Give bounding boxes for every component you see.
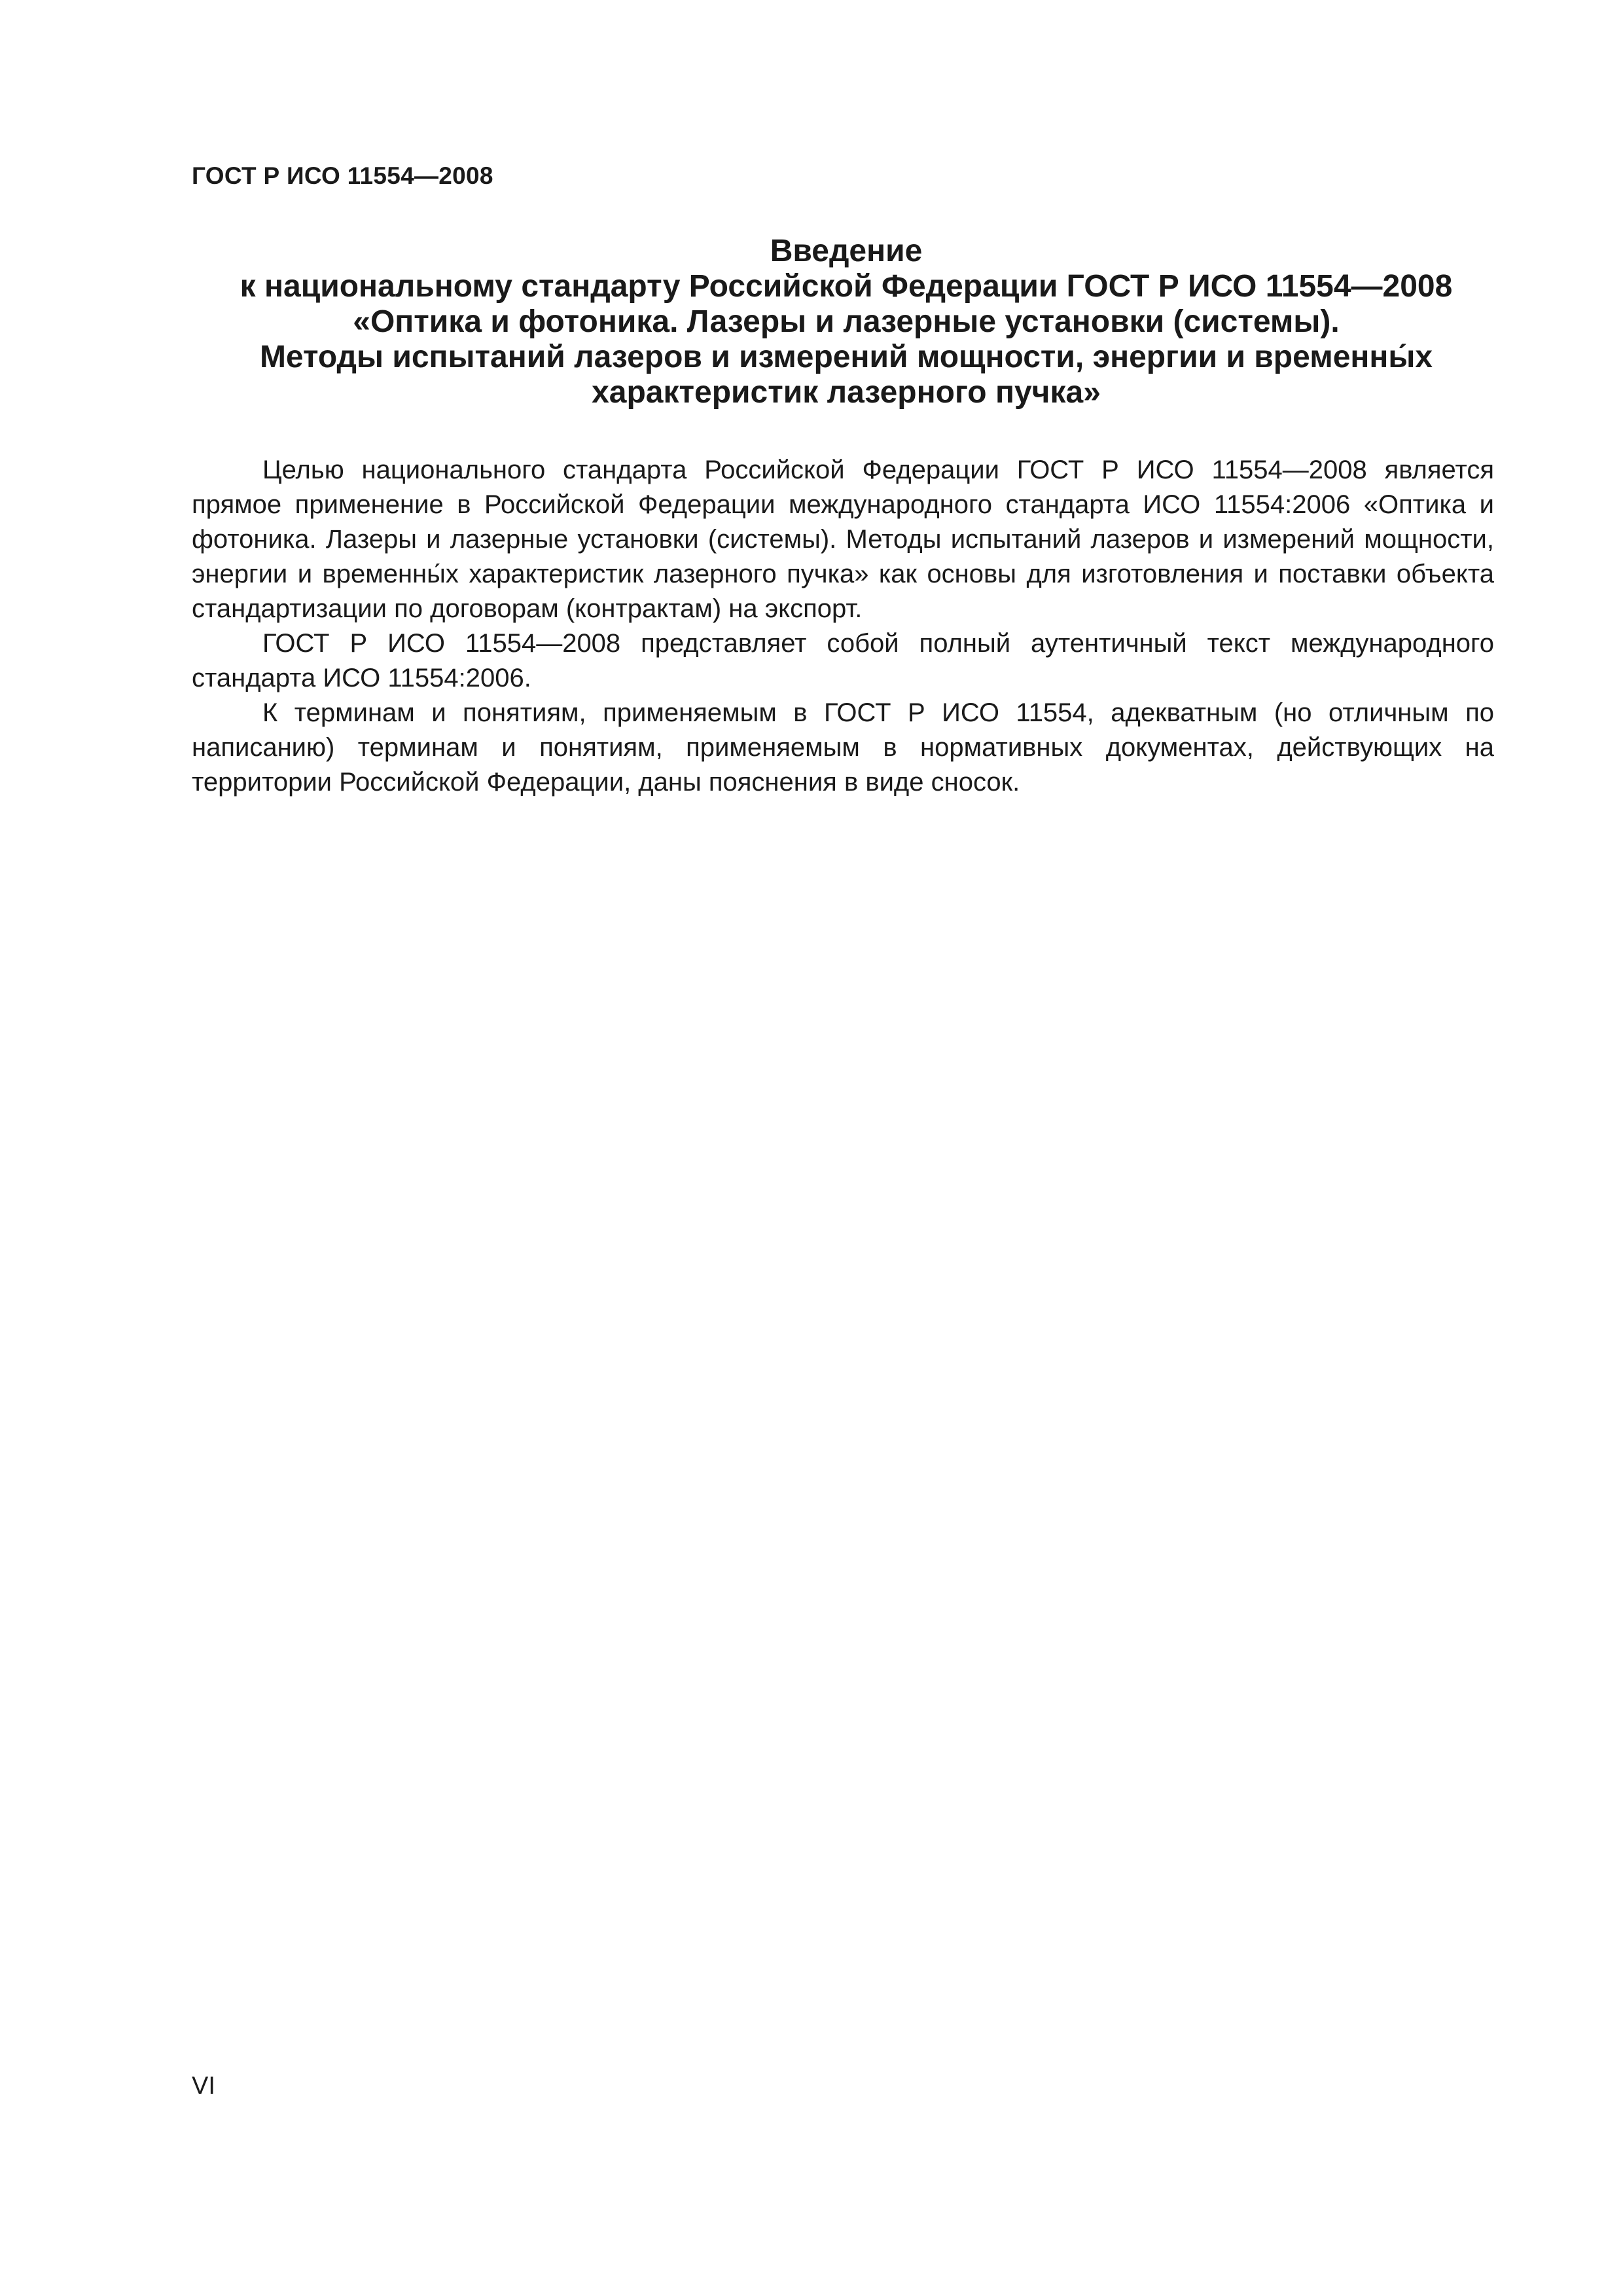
body-paragraph: К терминам и понятиям, применяемым в ГОСТ Р ИСО 11554, адекватным (но отличным по написанию) терминам и понятиям, применяемым в нормативных документах, действующих на территории Российской Федерации, даны пояснения в виде сносок. <box>192 698 1494 797</box>
title-line: к национальному стандарту Российской Федерации ГОСТ Р ИСО 11554—2008 <box>240 269 1453 304</box>
body-paragraph: ГОСТ Р ИСО 11554—2008 представляет собой полный аутентичный текст международного стандарта ИСО 11554:2006. <box>192 629 1494 692</box>
title-line: «Оптика и фотоника. Лазеры и лазерные установки (системы). <box>353 304 1340 339</box>
document-code-header: ГОСТ Р ИСО 11554—2008 <box>192 162 493 189</box>
page-number: VI <box>192 2072 215 2100</box>
introduction-title <box>192 234 1501 410</box>
title-line: характеристик лазерного пучка» <box>592 375 1101 410</box>
introduction-body <box>192 453 1494 800</box>
body-paragraph: Целью национального стандарта Российской Федерации ГОСТ Р ИСО 11554—2008 является прямое применение в Российской Федерации международного стандарта ИСО 11554:2006 «Оптика и фотоника. Лазеры и лазерные установки (системы). Методы испытаний лазеров и измерений мощности, энергии и временны́х характеристик лазерного пучка» как основы для изготовления и поставки объекта стандартизации по договорам (контрактам) на экспорт. <box>192 456 1494 623</box>
title-line: Методы испытаний лазеров и измерений мощности, энергии и временны́х <box>259 340 1433 374</box>
title-line: Введение <box>770 234 923 268</box>
